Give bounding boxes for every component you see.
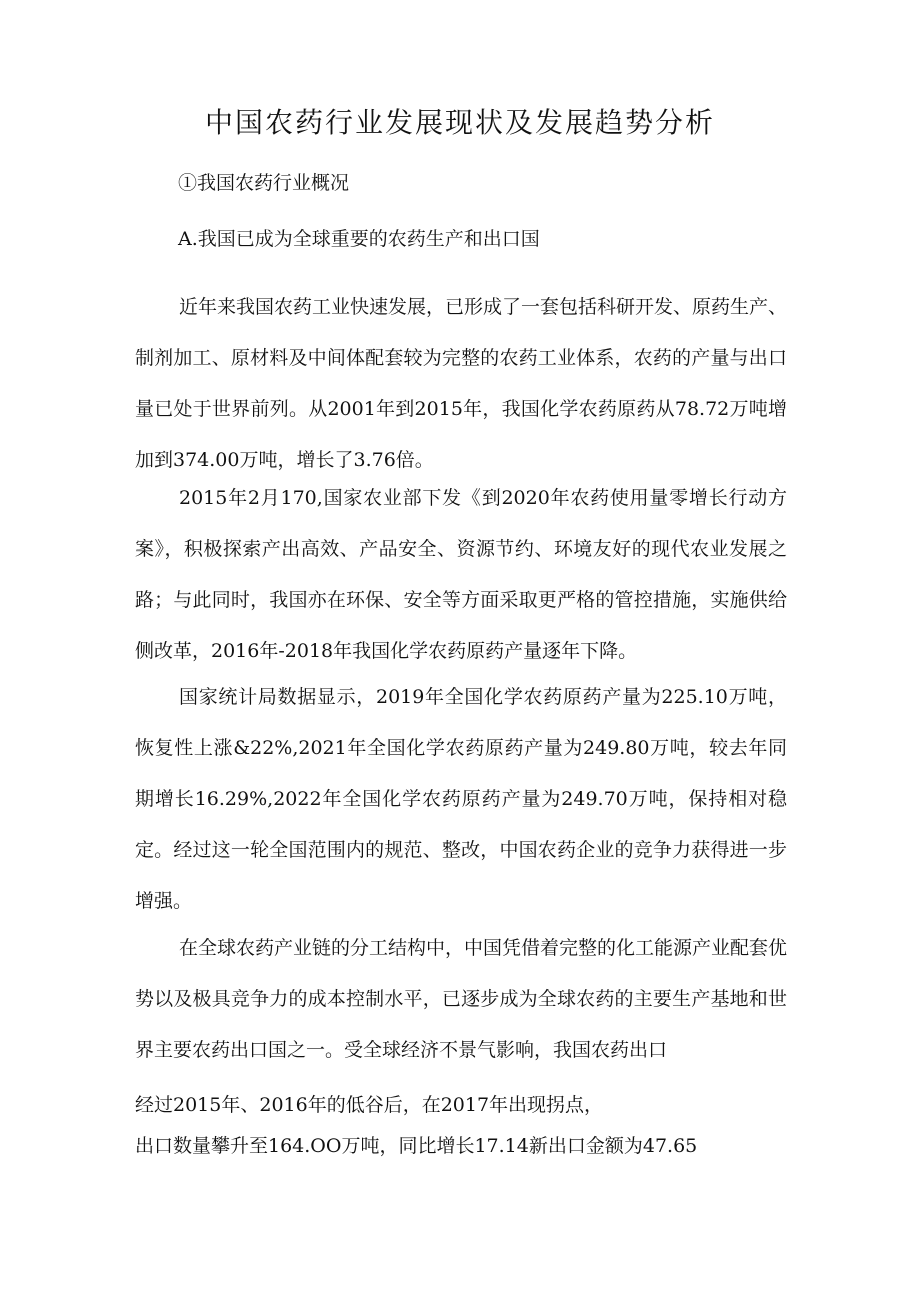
paragraph-production-growth: 近年来我国农药工业快速发展，已形成了一套包括科研开发、原药生产、制剂加工、原材料及中间体配套较为完整的农药工业体系，农药的产量与出口量已处于世界前列。从2001年到2015年，我国化学农药原药从78.72万吨增加到374.00万吨，增长了3.76倍。 [135, 296, 788, 471]
subsection-heading: A.我国已成为全球重要的农药生产和出口国 [178, 228, 540, 250]
text-line-export-volume: 出口数量攀升至164.OO万吨，同比增长17.14新出口金额为47.65 [135, 1135, 698, 1157]
paragraph-statistics: 国家统计局数据显示，2019年全国化学农药原药产量为225.10万吨，恢复性上涨&22%,2021年全国化学农药原药产量为249.80万吨，较去年同期增长16.29%,2022年全国化学农药原药产量为249.70万吨，保持相对稳定。经过这一轮全国范围内的规范、整改，中国农药企业的竞争力获得进一步增强。 [135, 686, 787, 912]
paragraph-policy: 2015年2月170,国家农业部下发《到2020年农药使用量零增长行动方案》，积极探索产出高效、产品安全、资源节约、环境友好的现代农业发展之路；与此同时，我国亦在环保、安全等方面采取更严格的管控措施，实施供给侧改革，2016年-2018年我国化学农药原药产量逐年下降。 [135, 487, 787, 662]
text-line-export-turning-point: 经过2015年、2016年的低谷后，在2017年出现拐点， [135, 1094, 604, 1116]
document-title: 中国农药行业发展现状及发展趋势分析 [204, 106, 715, 139]
paragraph-export: 在全球农药产业链的分工结构中，中国凭借着完整的化工能源产业配套优势以及极具竞争力的成本控制水平，已逐步成为全球农药的主要生产基地和世界主要农药出口国之一。受全球经济不景气影响，我国农药出口 [135, 937, 788, 1061]
section-heading: ①我国农药行业概况 [178, 172, 350, 194]
